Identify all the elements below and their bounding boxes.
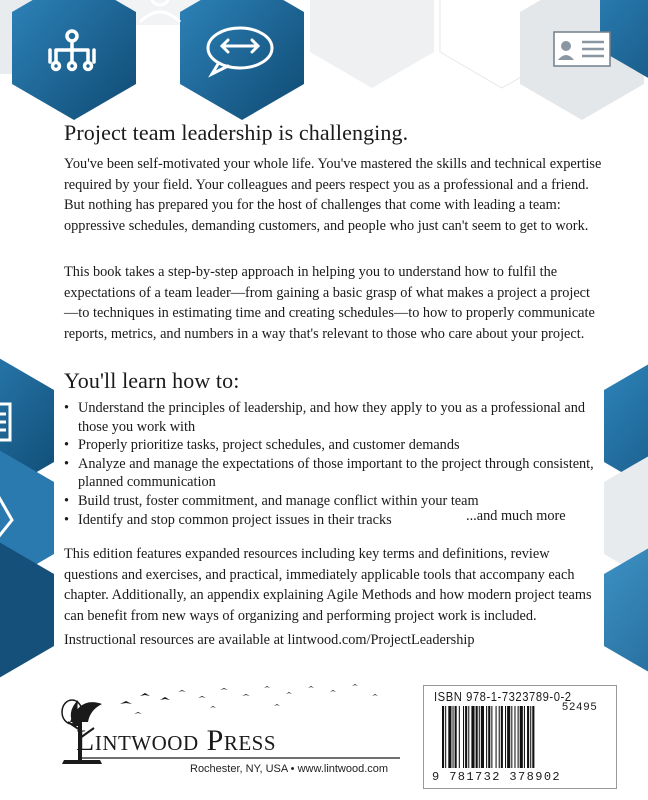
barcode-bar — [459, 706, 460, 768]
bullet-icon: • — [64, 492, 70, 509]
hexagon — [310, 0, 434, 88]
list-item: • Understand the principles of leadership, and how they apply to you as a professional and those you work with — [64, 400, 586, 435]
ean-digits: 9 781732 378902 — [432, 770, 562, 784]
main-heading: Project team leadership is challenging. — [64, 120, 409, 145]
more-text: ...and much more — [466, 508, 566, 524]
barcode-bar — [527, 706, 529, 768]
barcode-bar — [481, 706, 484, 768]
barcode-bar — [445, 706, 446, 768]
barcode-bar — [476, 706, 478, 768]
barcode-bar — [520, 706, 523, 768]
learn-heading: You'll learn how to: — [64, 368, 240, 393]
birds-decoration — [120, 684, 378, 714]
barcode-bar — [471, 706, 474, 768]
barcode-bar — [511, 706, 512, 768]
barcode — [442, 706, 608, 770]
list-item: • Identify and stop common project issues in their tracks — [64, 511, 392, 528]
hexagon — [12, 0, 136, 120]
barcode-bar — [463, 706, 464, 768]
barcode-bar — [496, 706, 497, 768]
barcode-bar — [488, 706, 490, 768]
publisher-address: Rochester, NY, USA • www.lintwood.com — [190, 763, 389, 775]
isbn-text: ISBN 978-1-7323789-0-2 — [434, 690, 572, 704]
list-item: • Properly prioritize tasks, project schedules, and customer demands — [64, 437, 460, 454]
intro-paragraph: You've been self-motivated your whole life. You've mastered the skills and technical expertise required by your field. Your colleagues and peers respect you as a professional and a friend. But nothing has prepared you for the host of challenges that come with leading a team: oppressive schedules, demanding customers, and people who just can't seem to get to work. — [64, 156, 602, 234]
barcode-bar — [448, 706, 451, 768]
barcode-bar — [455, 706, 457, 768]
barcode-bar — [514, 706, 515, 768]
barcode-bar — [501, 706, 503, 768]
bullet-icon: • — [64, 455, 70, 472]
barcode-bar — [499, 706, 500, 768]
barcode-bar — [465, 706, 467, 768]
barcode-bar — [453, 706, 454, 768]
edition-paragraph: This edition features expanded resources including key terms and definitions, review questions and exercises, and practical, immediately applicable tools that accompany each chapter. Additionally, an appendix explaining Agile Methods and how modern project teams can benefit from new ways of organizing and performing project work is included. — [64, 546, 592, 624]
list-item: • Build trust, foster commitment, and manage conflict within your team — [64, 492, 479, 509]
bullet-icon: • — [64, 437, 70, 454]
bullet-icon: • — [64, 511, 70, 528]
bullet-icon: • — [64, 400, 70, 416]
barcode-bar — [518, 706, 519, 768]
price-code: 52495 — [562, 701, 598, 713]
barcode-bar — [507, 706, 510, 768]
barcode-bar — [491, 706, 492, 768]
barcode-bar — [530, 706, 531, 768]
barcode-bar — [479, 706, 480, 768]
list-item: • Analyze and manage the expectations of those important to the project through consistent, planned communication — [64, 455, 594, 491]
barcode-bar — [532, 706, 534, 768]
barcode-bar — [505, 706, 506, 768]
barcode-bar — [524, 706, 525, 768]
approach-paragraph: This book takes a step-by-step approach in helping you to understand how to fulfil the expectations of a team leader—from gaining a basic grasp of what makes a project a project—to techniques in estimating time and creating schedules—to how to properly communicate reports, metrics, and numbers in a way that's relevant to those who care about your project. — [64, 264, 595, 342]
publisher-name: Lintwood Press — [76, 724, 277, 757]
hexagon — [0, 538, 54, 682]
barcode-bar — [486, 706, 487, 768]
barcode-bar — [468, 706, 469, 768]
barcode-bar — [442, 706, 444, 768]
hexagon — [180, 0, 304, 120]
id-card-icon — [554, 32, 610, 66]
resources-text: Instructional resources are available at lintwood.com/ProjectLeadership — [64, 632, 475, 648]
